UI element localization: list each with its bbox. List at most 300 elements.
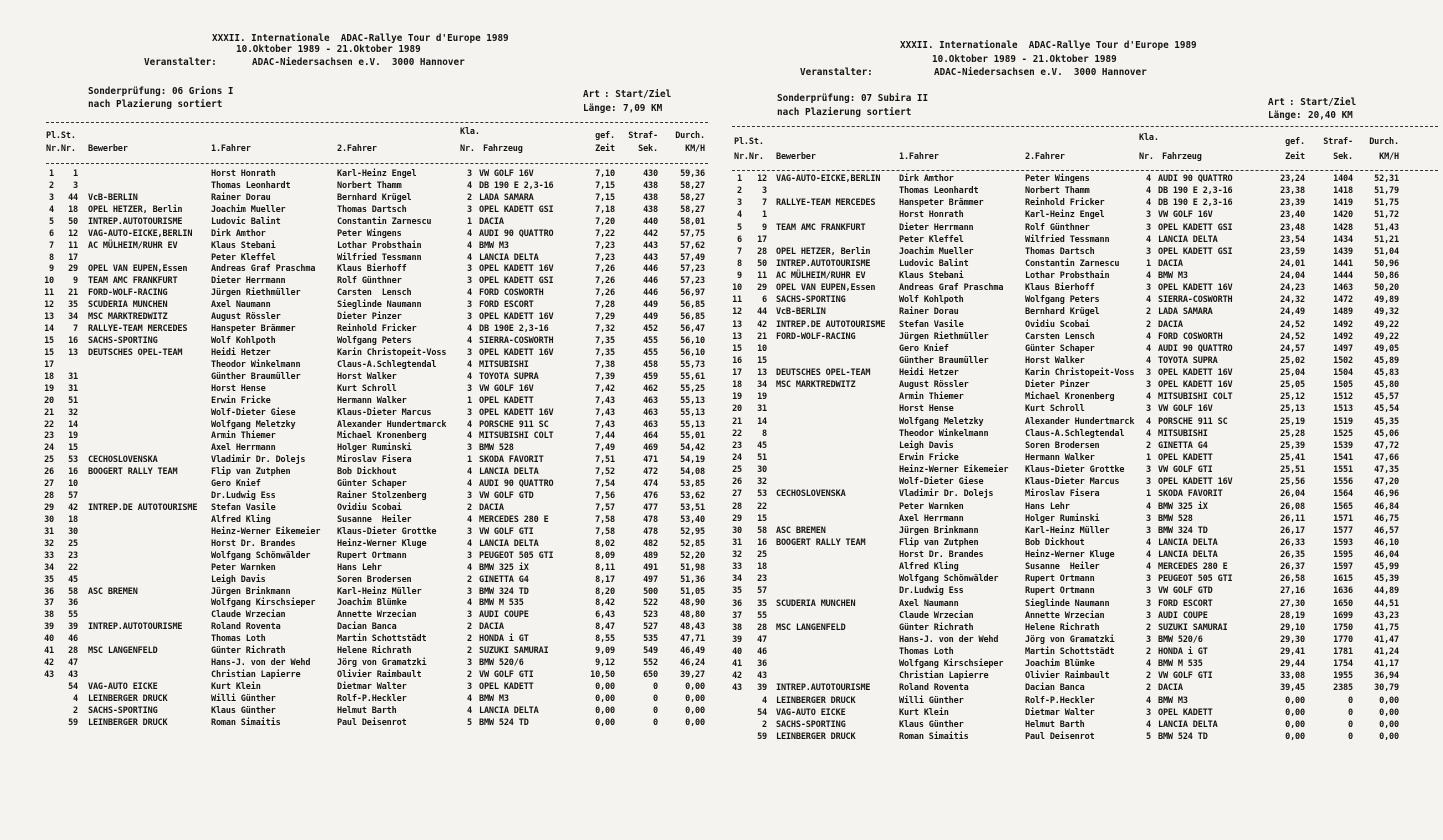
- cell-strafsek: 1505: [1333, 380, 1353, 391]
- cell-klasse: 3: [1146, 525, 1151, 536]
- cell-fahrzeug: DB 190E 2,3-16: [479, 324, 549, 335]
- cell-fahrzeug: LANCIA DELTA: [1158, 719, 1218, 730]
- cell-klasse: 3: [1146, 513, 1151, 524]
- cell-fahrer2: Sieglinde Naumann: [337, 300, 422, 311]
- cell-fahrer1: Heinz-Werner Eikemeier: [211, 526, 321, 537]
- col-header-straf2: Sek.: [1333, 152, 1353, 162]
- cell-fahrer1: Wolfgang Schönwälder: [899, 574, 999, 585]
- cell-start-number: 18: [68, 514, 78, 525]
- cell-klasse: 4: [467, 252, 472, 263]
- cell-place: 35: [44, 574, 54, 585]
- cell-place: 40: [44, 634, 54, 645]
- cell-start-number: 9: [73, 276, 78, 287]
- event-dates: 10.Oktober 1989 - 21.Oktober 1989: [932, 54, 1117, 65]
- cell-fahrzeug: DACIA: [1158, 258, 1183, 269]
- cell-bewerber: AC MÜLHEIM/RUHR EV: [88, 240, 178, 251]
- cell-fahrer2: Holger Ruminski: [337, 443, 412, 454]
- cell-fahrer1: Horst Hense: [899, 404, 954, 415]
- cell-zeit: 27,30: [1280, 598, 1305, 609]
- cell-klasse: 3: [1146, 222, 1151, 233]
- cell-place: 8: [49, 252, 54, 263]
- cell-place: 21: [44, 407, 54, 418]
- cell-start-number: 34: [757, 380, 767, 391]
- cell-durchschnitt: 43,23: [1374, 610, 1399, 621]
- cell-place: 27: [44, 479, 54, 490]
- cell-klasse: 3: [1146, 477, 1151, 488]
- cell-bewerber: MSC LANGENFELD: [776, 622, 846, 633]
- cell-place: 1: [49, 169, 54, 179]
- cell-durchschnitt: 45,99: [1374, 562, 1399, 573]
- cell-start-number: 12: [757, 174, 767, 184]
- cell-durchschnitt: 45,35: [1374, 416, 1399, 427]
- cell-bewerber: VAG-AUTO EICKE: [88, 681, 158, 692]
- cell-durchschnitt: 51,79: [1374, 186, 1399, 197]
- cell-start-number: 3: [762, 186, 767, 197]
- cell-fahrer2: Miroslav Fisera: [1025, 489, 1100, 500]
- cell-place: 24: [732, 452, 742, 463]
- cell-fahrer2: Horst Walker: [1025, 355, 1085, 366]
- cell-zeit: 10,50: [590, 670, 615, 681]
- cell-durchschnitt: 41,47: [1374, 634, 1399, 645]
- cell-fahrer1: Klaus Stebani: [211, 240, 276, 251]
- cell-fahrzeug: DACIA: [1158, 683, 1183, 694]
- cell-fahrer2: Michael Kronenberg: [337, 431, 427, 442]
- col-header-klasse: Kla.: [460, 127, 480, 137]
- cell-zeit: 26,58: [1280, 574, 1305, 585]
- cell-durchschnitt: 0,00: [1379, 707, 1399, 718]
- cell-fahrzeug: MITSUBISHI: [1158, 428, 1208, 439]
- cell-fahrer2: Reinhold Fricker: [1025, 198, 1105, 209]
- cell-zeit: 7,57: [595, 503, 615, 514]
- cell-fahrer2: Olivier Raimbault: [1025, 671, 1110, 682]
- col-header-fahrer1: 1.Fahrer: [899, 152, 939, 162]
- cell-zeit: 24,52: [1280, 331, 1305, 342]
- cell-fahrer1: Leigh Davis: [899, 440, 954, 451]
- cell-fahrer1: Andreas Graf Praschma: [899, 283, 1004, 294]
- cell-bewerber: LEINBERGER DRUCK: [88, 717, 168, 728]
- cell-start-number: 7: [73, 324, 78, 335]
- cell-place: 25: [44, 455, 54, 466]
- cell-durchschnitt: 46,10: [1374, 537, 1399, 548]
- cell-fahrzeug: MITSUBISHI COLT: [479, 431, 554, 442]
- cell-zeit: 23,39: [1280, 198, 1305, 209]
- cell-start-number: 16: [757, 537, 767, 548]
- cell-durchschnitt: 51,04: [1374, 246, 1399, 257]
- cell-durchschnitt: 55,13: [680, 419, 705, 430]
- cell-fahrer2: Dieter Pinzer: [1025, 380, 1090, 391]
- cell-place: 33: [44, 550, 54, 561]
- cell-fahrer1: Joachim Mueller: [899, 246, 974, 257]
- cell-zeit: 7,44: [595, 431, 615, 442]
- cell-start-number: 51: [757, 452, 767, 463]
- cell-strafsek: 446: [643, 264, 658, 275]
- cell-zeit: 25,19: [1280, 416, 1305, 427]
- cell-strafsek: 1564: [1333, 489, 1353, 500]
- cell-fahrer1: Willi Günther: [211, 693, 276, 704]
- cell-place: 14: [44, 324, 54, 335]
- cell-bewerber: VcB-BERLIN: [776, 307, 826, 318]
- cell-fahrer2: Thomas Dartsch: [1025, 246, 1095, 257]
- cell-durchschnitt: 56,10: [680, 347, 705, 358]
- cell-bewerber: VAG-AUTO-EICKE,BERLIN: [88, 228, 193, 239]
- cell-strafsek: 463: [643, 395, 658, 406]
- cell-durchschnitt: 55,73: [680, 359, 705, 370]
- cell-start-number: 16: [68, 336, 78, 347]
- cell-bewerber: CECHOSLOVENSKA: [88, 455, 158, 466]
- cell-fahrer1: Claude Wrzecian: [899, 610, 974, 621]
- cell-place: 16: [732, 355, 742, 366]
- cell-fahrer1: Thomas Loth: [211, 634, 266, 645]
- cell-fahrzeug: OPEL KADETT 16V: [479, 407, 554, 418]
- cell-durchschnitt: 56,97: [680, 288, 705, 299]
- cell-start-number: 45: [68, 574, 78, 585]
- cell-bewerber: FORD-WOLF-RACING: [88, 288, 168, 299]
- cell-place: 2: [737, 186, 742, 197]
- cell-fahrer1: Wolfgang Meletzky: [211, 419, 296, 430]
- col-header-durch2: KM/H: [685, 144, 705, 154]
- cell-zeit: 8,42: [595, 598, 615, 609]
- cell-klasse: 2: [1146, 671, 1151, 682]
- cell-fahrer1: Roland Roventa: [899, 683, 969, 694]
- cell-klasse: 4: [467, 180, 472, 191]
- cell-fahrzeug: BMW 528: [479, 443, 514, 454]
- cell-fahrer2: Lothar Probsthain: [337, 240, 422, 251]
- col-header-klasse: Kla.: [1139, 133, 1159, 143]
- cell-klasse: 4: [1146, 501, 1151, 512]
- cell-klasse: 1: [1146, 489, 1151, 500]
- cell-start-number: 47: [68, 658, 78, 669]
- cell-strafsek: 449: [643, 312, 658, 323]
- cell-start-number: 22: [757, 501, 767, 512]
- cell-klasse: 2: [1146, 440, 1151, 451]
- cell-zeit: 25,02: [1280, 355, 1305, 366]
- cell-fahrer1: Andreas Graf Praschma: [211, 264, 316, 275]
- cell-klasse: 4: [1146, 355, 1151, 366]
- cell-strafsek: 1615: [1333, 574, 1353, 585]
- cell-start-number: 14: [757, 416, 767, 427]
- cell-fahrzeug: VW GOLF GTI: [1158, 671, 1213, 682]
- col-header-fahrer1: 1.Fahrer: [211, 144, 251, 154]
- cell-place: 19: [44, 383, 54, 394]
- cell-bewerber: OPEL HETZER, Berlin: [776, 246, 871, 257]
- cell-fahrzeug: VW GOLF GTI: [1158, 465, 1213, 476]
- cell-klasse: 2: [467, 646, 472, 657]
- stage-length: 7,09 KM: [623, 103, 663, 114]
- cell-strafsek: 455: [643, 336, 658, 347]
- cell-strafsek: 1595: [1333, 550, 1353, 561]
- cell-start-number: 17: [68, 252, 78, 263]
- cell-fahrer1: Dr.Ludwig Ess: [211, 491, 276, 502]
- cell-fahrer1: Wolfgang Kirschsieper: [211, 598, 316, 609]
- cell-fahrer1: Dieter Herrmann: [899, 222, 974, 233]
- cell-place: 28: [44, 491, 54, 502]
- cell-start-number: 43: [68, 670, 78, 681]
- col-header-nrnr: Nr.Nr.: [734, 152, 764, 162]
- cell-strafsek: 1489: [1333, 307, 1353, 318]
- cell-fahrzeug: SUZUKI SAMURAI: [1158, 622, 1228, 633]
- cell-durchschnitt: 50,20: [1374, 283, 1399, 294]
- cell-fahrer2: Wilfried Tessmann: [337, 252, 422, 263]
- cell-durchschnitt: 54,42: [680, 443, 705, 454]
- cell-start-number: 34: [68, 312, 78, 323]
- cell-strafsek: 1597: [1333, 562, 1353, 573]
- cell-klasse: 4: [1146, 392, 1151, 403]
- cell-fahrer1: Heinz-Werner Eikemeier: [899, 465, 1009, 476]
- cell-place: 32: [44, 538, 54, 549]
- cell-start-number: 15: [68, 443, 78, 454]
- cell-fahrer1: Rainer Dorau: [899, 307, 959, 318]
- cell-fahrer2: Claus-A.Schlegtendal: [337, 359, 437, 370]
- cell-durchschnitt: 51,21: [1374, 234, 1399, 245]
- cell-fahrer1: Klaus Stebani: [899, 271, 964, 282]
- cell-bewerber: CECHOSLOVENSKA: [776, 489, 846, 500]
- cell-zeit: 7,26: [595, 288, 615, 299]
- cell-fahrzeug: FORD ESCORT: [479, 300, 534, 311]
- cell-fahrer1: Axel Naumann: [211, 300, 271, 311]
- cell-fahrer2: Wilfried Tessmann: [1025, 234, 1110, 245]
- cell-fahrer1: Rainer Dorau: [211, 192, 271, 203]
- cell-durchschnitt: 47,71: [680, 634, 705, 645]
- cell-fahrer1: Heidi Hetzer: [211, 347, 271, 358]
- cell-place: 7: [737, 246, 742, 257]
- cell-zeit: 7,23: [595, 252, 615, 263]
- cell-strafsek: 1770: [1333, 634, 1353, 645]
- cell-start-number: 53: [757, 489, 767, 500]
- cell-zeit: 7,43: [595, 395, 615, 406]
- cell-fahrer1: Jürgen Brinkmann: [211, 586, 291, 597]
- cell-place: 28: [732, 501, 742, 512]
- cell-zeit: 7,28: [595, 300, 615, 311]
- cell-strafsek: 1512: [1333, 392, 1353, 403]
- cell-bewerber: OPEL HETZER, Berlin: [88, 204, 183, 215]
- cell-place: 26: [44, 467, 54, 478]
- cell-durchschnitt: 51,75: [1374, 198, 1399, 209]
- cell-start-number: 11: [68, 240, 78, 251]
- cell-fahrer1: Wolf Kohlpoth: [211, 336, 276, 347]
- cell-strafsek: 1444: [1333, 271, 1353, 282]
- cell-durchschnitt: 51,72: [1374, 210, 1399, 221]
- cell-start-number: 13: [68, 347, 78, 358]
- cell-fahrer1: Kurt Klein: [899, 707, 949, 718]
- cell-fahrzeug: AUDI 90 QUATTRO: [479, 228, 554, 239]
- cell-start-number: 10: [68, 479, 78, 490]
- cell-strafsek: 1434: [1333, 234, 1353, 245]
- cell-bewerber: VcB-BERLIN: [88, 192, 138, 203]
- cell-place: 10: [44, 276, 54, 287]
- cell-zeit: 25,39: [1280, 440, 1305, 451]
- cell-fahrer2: Günter Schaper: [337, 479, 407, 490]
- cell-fahrzeug: BMW 528: [1158, 513, 1193, 524]
- col-header-zeit: gef.: [595, 131, 615, 141]
- cell-strafsek: 491: [643, 562, 658, 573]
- cell-strafsek: 1636: [1333, 586, 1353, 597]
- cell-klasse: 1: [1146, 258, 1151, 269]
- cell-fahrer1: Horst Dr. Brandes: [899, 550, 984, 561]
- cell-place: 36: [732, 598, 742, 609]
- cell-zeit: 28,19: [1280, 610, 1305, 621]
- cell-fahrzeug: SUZUKI SAMURAI: [479, 646, 549, 657]
- cell-fahrer1: August Rössler: [899, 380, 969, 391]
- cell-durchschnitt: 0,00: [685, 681, 705, 692]
- cell-place: 29: [44, 503, 54, 514]
- cell-fahrzeug: AUDI COUPE: [1158, 610, 1208, 621]
- cell-fahrzeug: LANCIA DELTA: [1158, 537, 1218, 548]
- cell-fahrer1: Günter Richrath: [899, 622, 974, 633]
- cell-fahrer2: Bob Dickhout: [1025, 537, 1085, 548]
- cell-fahrzeug: HONDA i GT: [1158, 647, 1208, 658]
- cell-klasse: 3: [467, 383, 472, 394]
- cell-fahrzeug: LANCIA DELTA: [479, 538, 539, 549]
- cell-strafsek: 522: [643, 598, 658, 609]
- cell-durchschnitt: 56,85: [680, 312, 705, 323]
- cell-fahrer2: Wolfgang Peters: [337, 336, 412, 347]
- cell-fahrer1: Wolfgang Meletzky: [899, 416, 984, 427]
- cell-start-number: 18: [68, 204, 78, 215]
- cell-strafsek: 0: [653, 705, 658, 716]
- cell-start-number: 22: [68, 562, 78, 573]
- cell-bewerber: INTREP.AUTOTOURISME: [88, 622, 183, 633]
- cell-start-number: 44: [68, 192, 78, 203]
- col-header-durch: Durch.: [1369, 137, 1399, 147]
- col-header-bewerber: Bewerber: [776, 152, 816, 162]
- cell-place: 21: [732, 416, 742, 427]
- cell-strafsek: 438: [643, 204, 658, 215]
- cell-zeit: 7,22: [595, 228, 615, 239]
- cell-klasse: 4: [1146, 562, 1151, 573]
- cell-start-number: 47: [757, 634, 767, 645]
- cell-klasse: 3: [1146, 610, 1151, 621]
- cell-start-number: 8: [762, 428, 767, 439]
- cell-fahrer2: Peter Wingens: [337, 228, 402, 239]
- cell-klasse: 4: [1146, 416, 1151, 427]
- cell-strafsek: 1419: [1333, 198, 1353, 209]
- cell-fahrzeug: BMW 524 TD: [479, 717, 529, 728]
- cell-place: 34: [732, 574, 742, 585]
- cell-durchschnitt: 57,23: [680, 276, 705, 287]
- cell-fahrer2: Carsten Lensch: [337, 288, 412, 299]
- cell-place: 31: [44, 526, 54, 537]
- cell-fahrer2: Alexander Hundertmarck: [1025, 416, 1135, 427]
- cell-fahrzeug: BMW 520/6: [1158, 634, 1203, 645]
- cell-klasse: 3: [1146, 634, 1151, 645]
- cell-place: 41: [44, 646, 54, 657]
- cell-fahrzeug: BMW 324 TD: [1158, 525, 1208, 536]
- cell-fahrer1: Klaus Günther: [211, 705, 276, 716]
- cell-fahrer1: Vladimir Dr. Dolejs: [899, 489, 994, 500]
- cell-durchschnitt: 51,36: [680, 574, 705, 585]
- cell-klasse: 4: [467, 228, 472, 239]
- cell-start-number: 21: [757, 331, 767, 342]
- cell-klasse: 4: [467, 479, 472, 490]
- cell-fahrzeug: GINETTA G4: [479, 574, 529, 585]
- cell-start-number: 36: [68, 598, 78, 609]
- cell-strafsek: 500: [643, 586, 658, 597]
- cell-fahrer2: Soren Brodersen: [337, 574, 412, 585]
- cell-zeit: 7,26: [595, 264, 615, 275]
- cell-zeit: 25,04: [1280, 368, 1305, 379]
- cell-zeit: 8,47: [595, 622, 615, 633]
- cell-fahrzeug: VW GOLF 16V: [479, 169, 534, 179]
- cell-strafsek: 1504: [1333, 368, 1353, 379]
- cell-zeit: 29,10: [1280, 622, 1305, 633]
- cell-fahrer2: Karin Christopeit-Voss: [337, 347, 447, 358]
- cell-zeit: 26,08: [1280, 501, 1305, 512]
- cell-fahrzeug: LANCIA DELTA: [1158, 234, 1218, 245]
- cell-klasse: 3: [467, 347, 472, 358]
- cell-fahrzeug: VW GOLF GTD: [479, 491, 534, 502]
- col-header-straf: Straf-: [628, 131, 658, 141]
- cell-durchschnitt: 46,84: [1374, 501, 1399, 512]
- cell-place: 36: [44, 586, 54, 597]
- cell-durchschnitt: 51,43: [1374, 222, 1399, 233]
- cell-fahrer2: Horst Walker: [337, 371, 397, 382]
- cell-zeit: 26,37: [1280, 562, 1305, 573]
- organizer-label: Veranstalter:: [800, 67, 873, 78]
- cell-zeit: 8,09: [595, 550, 615, 561]
- cell-strafsek: 477: [643, 503, 658, 514]
- cell-durchschnitt: 47,20: [1374, 477, 1399, 488]
- cell-fahrzeug: OPEL KADETT 16V: [1158, 368, 1233, 379]
- cell-zeit: 25,41: [1280, 452, 1305, 463]
- cell-bewerber: INTREP.DE AUTOTOURISME: [88, 503, 198, 514]
- cell-strafsek: 482: [643, 538, 658, 549]
- cell-fahrer2: Dacian Banca: [1025, 683, 1085, 694]
- cell-place: 17: [44, 359, 54, 370]
- cell-zeit: 24,01: [1280, 258, 1305, 269]
- cell-fahrer1: Joachim Mueller: [211, 204, 286, 215]
- cell-fahrzeug: BMW M 535: [1158, 659, 1203, 670]
- cell-start-number: 30: [757, 465, 767, 476]
- cell-bewerber: BOOGERT RALLY TEAM: [88, 467, 178, 478]
- cell-fahrer2: Kurt Schroll: [337, 383, 397, 394]
- cell-place: 20: [44, 395, 54, 406]
- cell-start-number: 39: [68, 622, 78, 633]
- cell-place: 15: [44, 347, 54, 358]
- cell-fahrer1: Hans-J. von der Wehd: [211, 658, 311, 669]
- cell-klasse: 4: [1146, 198, 1151, 209]
- cell-fahrer2: Rolf Günthner: [1025, 222, 1090, 233]
- cell-fahrzeug: OPEL KADETT: [1158, 452, 1213, 463]
- cell-start-number: 3: [73, 180, 78, 191]
- cell-fahrer1: Ludovic Balint: [899, 258, 969, 269]
- cell-zeit: 26,11: [1280, 513, 1305, 524]
- cell-zeit: 29,30: [1280, 634, 1305, 645]
- cell-strafsek: 1955: [1333, 671, 1353, 682]
- cell-fahrer1: Willi Günther: [899, 695, 964, 706]
- event-dates: 10.Oktober 1989 - 21.Oktober 1989: [236, 44, 421, 55]
- cell-strafsek: 1551: [1333, 465, 1353, 476]
- cell-bewerber: TEAM AMC FRANKFURT: [88, 276, 178, 287]
- cell-zeit: 29,44: [1280, 659, 1305, 670]
- cell-zeit: 7,42: [595, 383, 615, 394]
- cell-strafsek: 527: [643, 622, 658, 633]
- cell-start-number: 11: [757, 271, 767, 282]
- cell-fahrer1: Armin Thiemer: [899, 392, 964, 403]
- cell-strafsek: 474: [643, 479, 658, 490]
- col-header-zeit2: Zeit: [595, 144, 615, 154]
- cell-fahrer2: Günter Schaper: [1025, 343, 1095, 354]
- cell-zeit: 23,24: [1280, 174, 1305, 184]
- cell-start-number: 16: [68, 467, 78, 478]
- cell-fahrzeug: AUDI 90 QUATTRO: [479, 479, 554, 490]
- cell-durchschnitt: 41,75: [1374, 622, 1399, 633]
- cell-fahrzeug: DACIA: [479, 216, 504, 227]
- cell-bewerber: DEUTSCHES OPEL-TEAM: [88, 347, 183, 358]
- cell-fahrzeug: OPEL KADETT GSI: [479, 276, 554, 287]
- cell-fahrer1: Dirk Amthor: [899, 174, 954, 184]
- cell-fahrer2: Joachim Blümke: [1025, 659, 1095, 670]
- sort-note: nach Plazierung sortiert: [777, 107, 912, 118]
